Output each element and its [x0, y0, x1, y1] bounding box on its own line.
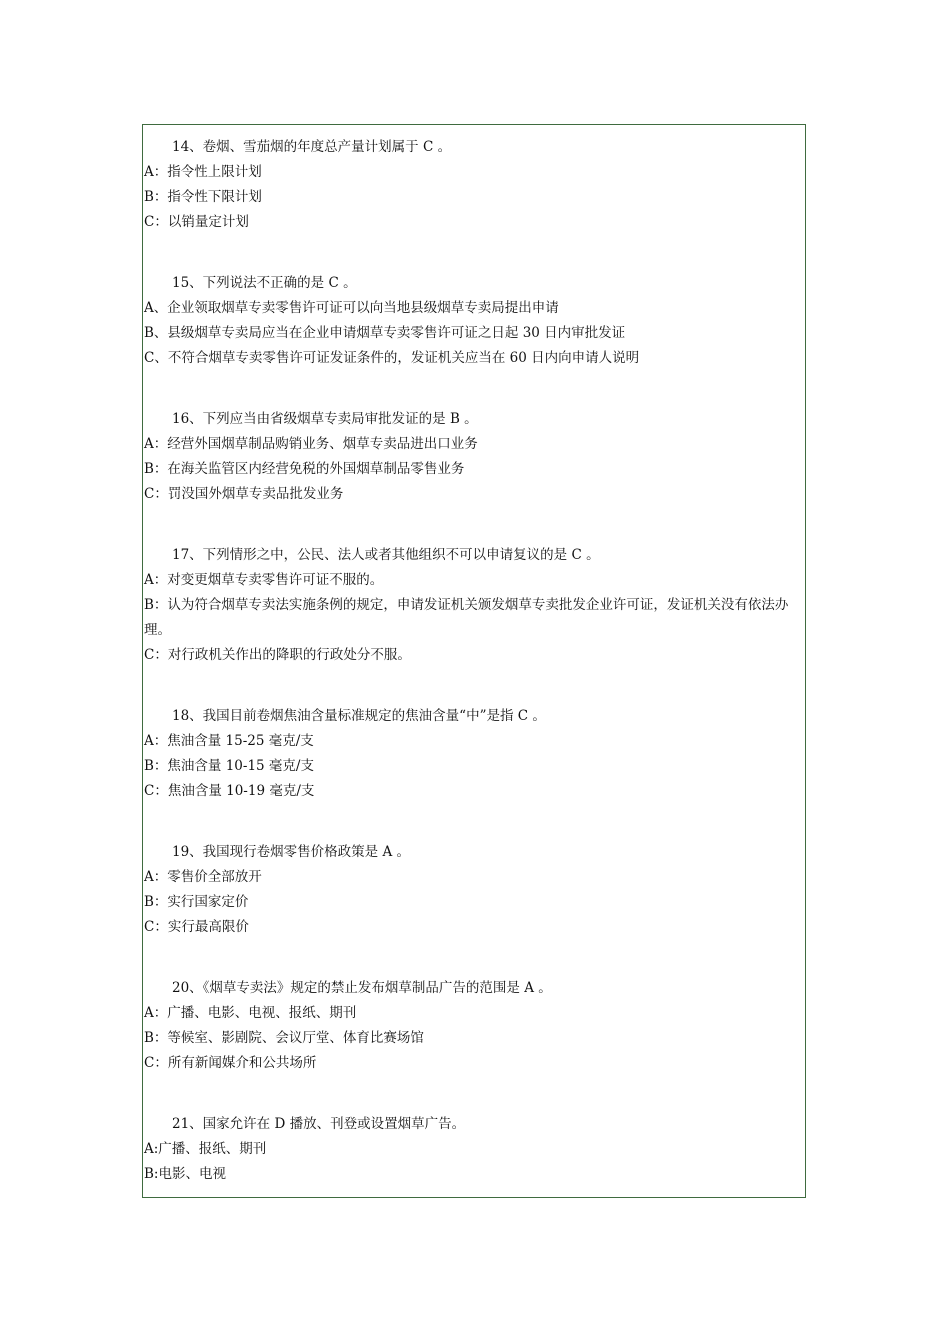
question-stem: 19、我国现行卷烟零售价格政策是 A 。 [172, 844, 411, 860]
option-a: A:广播、报纸、期刊 [144, 1141, 267, 1157]
option-c: C：所有新闻媒介和公共场所 [144, 1055, 317, 1071]
option-c: C：罚没国外烟草专卖品批发业务 [144, 486, 344, 502]
option-a: A、企业领取烟草专卖零售许可证可以向当地县级烟草专卖局提出申请 [144, 300, 559, 316]
option-c: C：以销量定计划 [144, 214, 249, 230]
question-18 [144, 704, 804, 804]
question-17 [144, 543, 804, 668]
question-stem: 16、下列应当由省级烟草专卖局审批发证的是 B 。 [172, 411, 478, 427]
option-a: A：指令性上限计划 [144, 164, 262, 180]
question-19 [144, 840, 804, 940]
option-a: A：经营外国烟草制品购销业务、烟草专卖品进出口业务 [144, 436, 478, 452]
option-b: B：认为符合烟草专卖法实施条例的规定，申请发证机关颁发烟草专卖批发企业许可证，发证机关没有依法办理。 [144, 597, 789, 638]
question-14 [144, 135, 804, 235]
option-b: B：指令性下限计划 [144, 189, 262, 205]
option-a: A：广播、电影、电视、报纸、期刊 [144, 1005, 357, 1021]
option-c: C：焦油含量 10-19 毫克/支 [144, 783, 315, 799]
option-b: B：等候室、影剧院、会议厅堂、体育比赛场馆 [144, 1030, 424, 1046]
option-a: A：对变更烟草专卖零售许可证不服的。 [144, 572, 384, 588]
question-stem: 21、国家允许在 D 播放、刊登或设置烟草广告。 [172, 1116, 466, 1132]
question-15 [144, 271, 804, 371]
question-stem: 20、《烟草专卖法》规定的禁止发布烟草制品广告的范围是 A 。 [172, 980, 552, 996]
option-b: B：在海关监管区内经营免税的外国烟草制品零售业务 [144, 461, 465, 477]
question-21 [144, 1112, 804, 1187]
question-stem: 15、下列说法不正确的是 C 。 [172, 275, 357, 291]
option-b: B：焦油含量 10-15 毫克/支 [144, 758, 314, 774]
option-a: A：零售价全部放开 [144, 869, 262, 885]
question-16 [144, 407, 804, 507]
question-stem: 14、卷烟、雪茄烟的年度总产量计划属于 C 。 [172, 139, 452, 155]
question-stem: 17、下列情形之中，公民、法人或者其他组织不可以申请复议的是 C 。 [172, 547, 600, 563]
option-b: B：实行国家定价 [144, 894, 249, 910]
option-b: B、县级烟草专卖局应当在企业申请烟草专卖零售许可证之日起 30 日内审批发证 [144, 325, 626, 341]
question-list [144, 135, 804, 1223]
option-c: C：对行政机关作出的降职的行政处分不服。 [144, 647, 411, 663]
option-c: C、不符合烟草专卖零售许可证发证条件的，发证机关应当在 60 日内向申请人说明 [144, 350, 640, 366]
question-stem: 18、我国目前卷烟焦油含量标准规定的焦油含量“中”是指 C 。 [172, 708, 546, 724]
option-c: C：实行最高限价 [144, 919, 249, 935]
option-b: B:电影、电视 [144, 1166, 226, 1182]
option-a: A：焦油含量 15-25 毫克/支 [144, 733, 314, 749]
question-20 [144, 976, 804, 1076]
